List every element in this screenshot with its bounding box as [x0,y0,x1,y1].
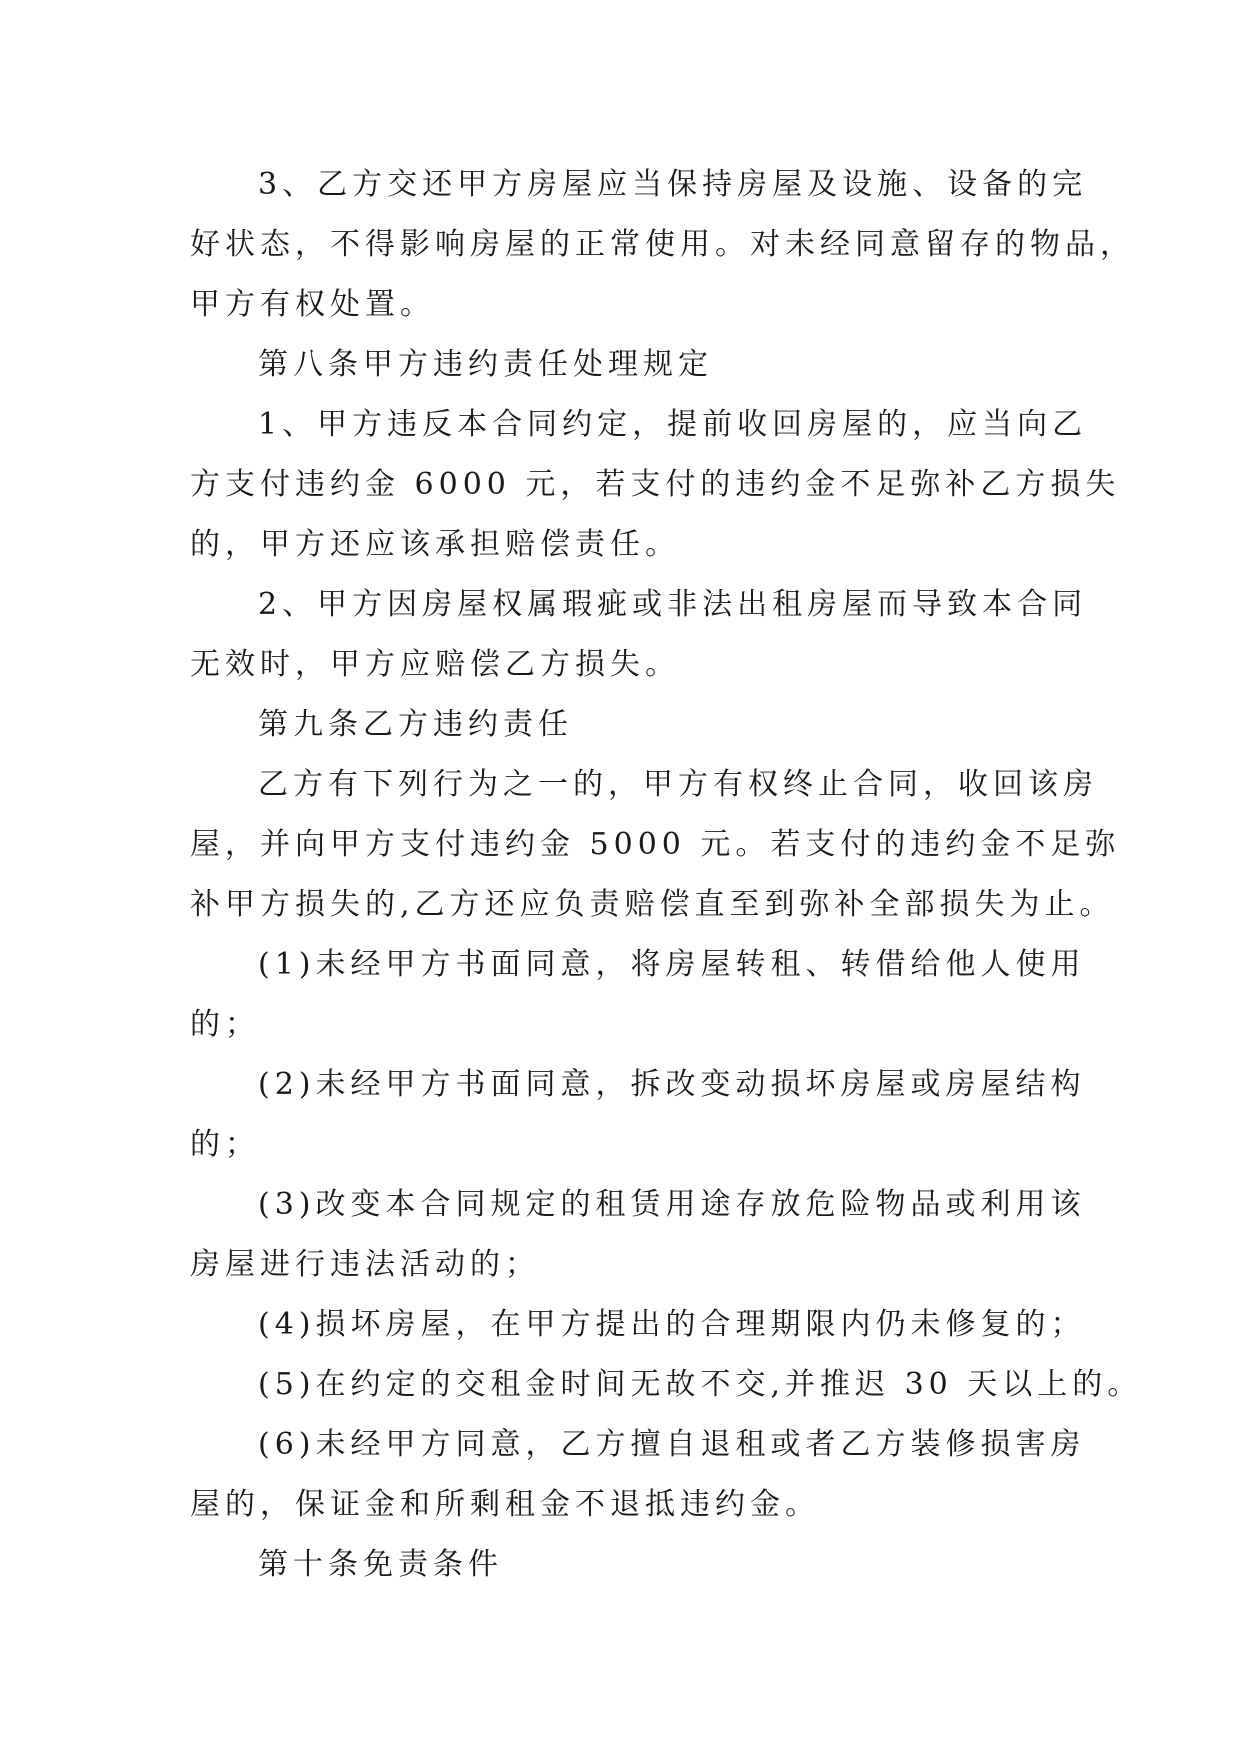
text-line: 的，甲方还应该承担赔偿责任。 [190,527,680,562]
text-line: 3、乙方交还甲方房屋应当保持房屋及设施、设备的完 [258,167,1088,202]
list-item: (2)未经甲方书面同意，拆改变动损坏房屋或房屋结构 [258,1067,1086,1102]
list-item: (1)未经甲方书面同意，将房屋转租、转借给他人使用 [258,947,1086,982]
list-item: (5)在约定的交租金时间无故不交,并推迟 30 天以上的。 [258,1367,1143,1402]
list-item: (3)改变本合同规定的租赁用途存放危险物品或利用该 [258,1187,1086,1222]
text-line: 甲方有权处置。 [190,287,435,322]
text-line: 无效时，甲方应赔偿乙方损失。 [190,647,680,682]
text-line: 方支付违约金 6000 元，若支付的违约金不足弥补乙方损失 [190,467,1121,502]
section-heading: 第八条甲方违约责任处理规定 [258,347,713,382]
text-line: 房屋进行违法活动的； [190,1247,540,1282]
text-line: 2、甲方因房屋权属瑕疵或非法出租房屋而导致本合同 [258,587,1088,622]
list-item: (6)未经甲方同意，乙方擅自退租或者乙方装修损害房 [258,1427,1086,1462]
text-line: 屋的，保证金和所剩租金不退抵违约金。 [190,1487,820,1522]
text-line: 的； [190,1007,260,1042]
text-line: 1、甲方违反本合同约定，提前收回房屋的，应当向乙 [258,407,1088,442]
text-line: 补甲方损失的,乙方还应负责赔偿直至到弥补全部损失为止。 [190,887,1115,922]
text-line: 屋，并向甲方支付违约金 5000 元。若支付的违约金不足弥 [190,827,1121,862]
section-heading: 第九条乙方违约责任 [258,707,573,742]
text-line: 乙方有下列行为之一的，甲方有权终止合同，收回该房 [258,767,1098,802]
list-item: (4)损坏房屋，在甲方提出的合理期限内仍未修复的； [258,1307,1086,1342]
text-line: 好状态，不得影响房屋的正常使用。对未经同意留存的物品， [190,227,1135,262]
section-heading: 第十条免责条件 [258,1547,503,1582]
text-line: 的； [190,1127,260,1162]
